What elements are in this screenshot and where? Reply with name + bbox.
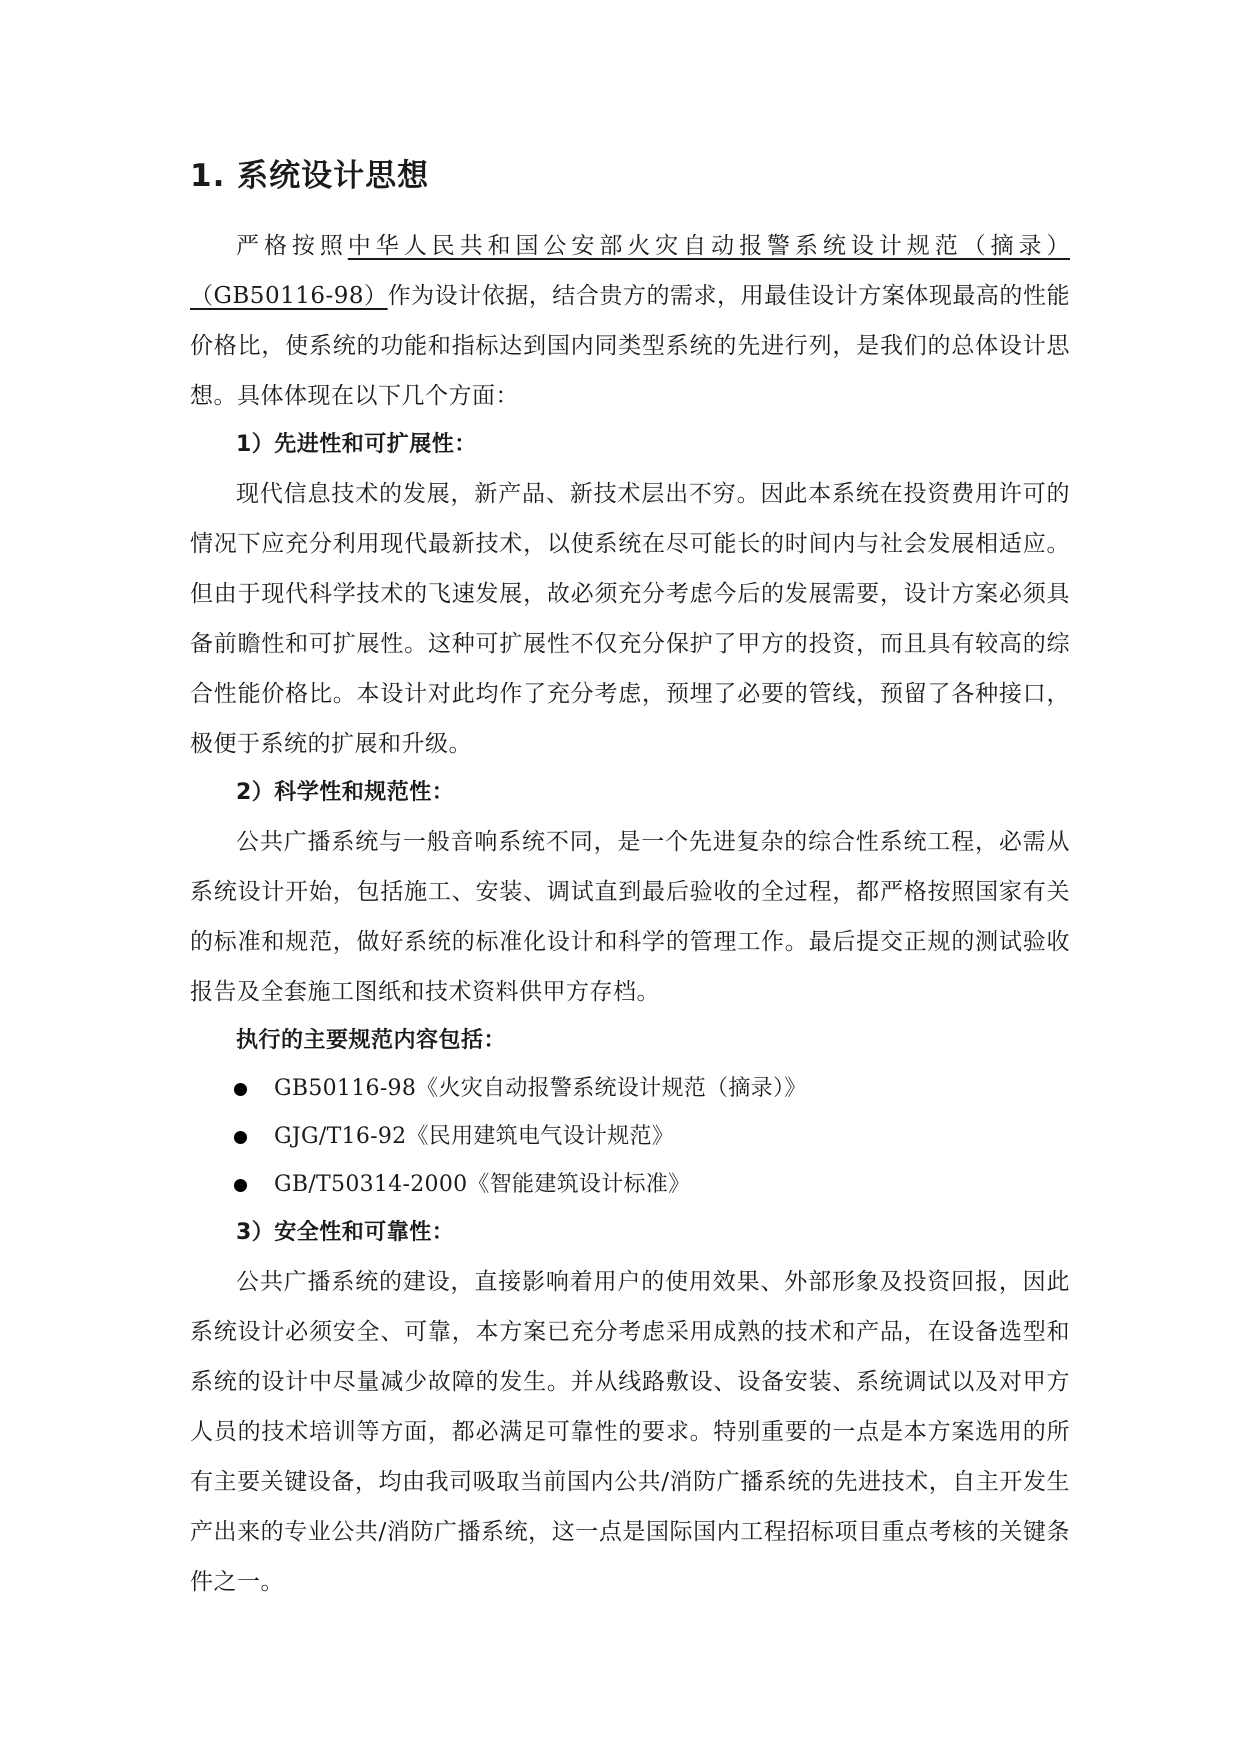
standard-text: GB50116-98《火灾自动报警系统设计规范（摘录）》: [274, 1076, 807, 1101]
bullet-icon: [234, 1083, 247, 1096]
heading-safety: 3）安全性和可靠性：: [236, 1220, 455, 1245]
standard-text: GB/T50314-2000《智能建筑设计标准》: [274, 1172, 691, 1197]
standard-reference: 中华人民共和国公安部火灾自动报警系统设计规范（摘录）（GB50116-98）: [190, 233, 1071, 309]
heading-advancement: 1）先进性和可扩展性：: [236, 432, 477, 457]
bullet-icon: [234, 1179, 247, 1192]
heading-scientific: 2）科学性和规范性：: [236, 780, 455, 805]
intro-paragraph: [190, 221, 1070, 421]
list-item: [190, 1065, 1070, 1113]
paragraph-scientific: 公共广播系统与一般音响系统不同，是一个先进复杂的综合性系统工程，必需从系统设计开始，包括施工、安装、调试直到最后验收的全过程，都严格按照国家有关的标准和规范，做好系统的标准化设计和科学的管理工作。最后提交正规的测试验收报告及全套施工图纸和技术资料供甲方存档。: [190, 829, 1070, 1005]
paragraph-safety: 公共广播系统的建设，直接影响着用户的使用效果、外部形象及投资回报，因此系统设计必须安全、可靠，本方案已充分考虑采用成熟的技术和产品，在设备选型和系统的设计中尽量减少故障的发生。并从线路敷设、设备安装、系统调试以及对甲方人员的技术培训等方面，都必满足可靠性的要求。特别重要的一点是本方案选用的所有主要关键设备，均由我司吸取当前国内公共/消防广播系统的先进技术，自主开发生产出来的专业公共/消防广播系统，这一点是国际国内工程招标项目重点考核的关键条件之一。: [190, 1269, 1070, 1595]
section-title: 1. 系统设计思想: [190, 158, 430, 194]
paragraph-advancement: 现代信息技术的发展，新产品、新技术层出不穷。因此本系统在投资费用许可的情况下应充分利用现代最新技术，以使系统在尽可能长的时间内与社会发展相适应。但由于现代科学技术的飞速发展，故必须充分考虑今后的发展需要，设计方案必须具备前瞻性和可扩展性。这种可扩展性不仅充分保护了甲方的投资，而且具有较高的综合性能价格比。本设计对此均作了充分考虑，预埋了必要的管线，预留了各种接口，极便于系统的扩展和升级。: [190, 481, 1070, 757]
standards-list: [190, 1065, 1070, 1209]
heading-standards: 执行的主要规范内容包括：: [236, 1028, 507, 1053]
list-item: [190, 1161, 1070, 1209]
intro-suffix: 作为设计依据，结合贵方的需求，用最佳设计方案体现最高的性能价格比，使系统的功能和指标达到国内同类型系统的先进行列，是我们的总体设计思想。具体体现在以下几个方面：: [190, 283, 1070, 409]
bullet-icon: [234, 1131, 247, 1144]
document-page: [190, 155, 1070, 1607]
intro-prefix: 严格按照: [236, 233, 348, 259]
standard-text: GJG/T16-92《民用建筑电气设计规范》: [274, 1124, 675, 1149]
list-item: [190, 1113, 1070, 1161]
